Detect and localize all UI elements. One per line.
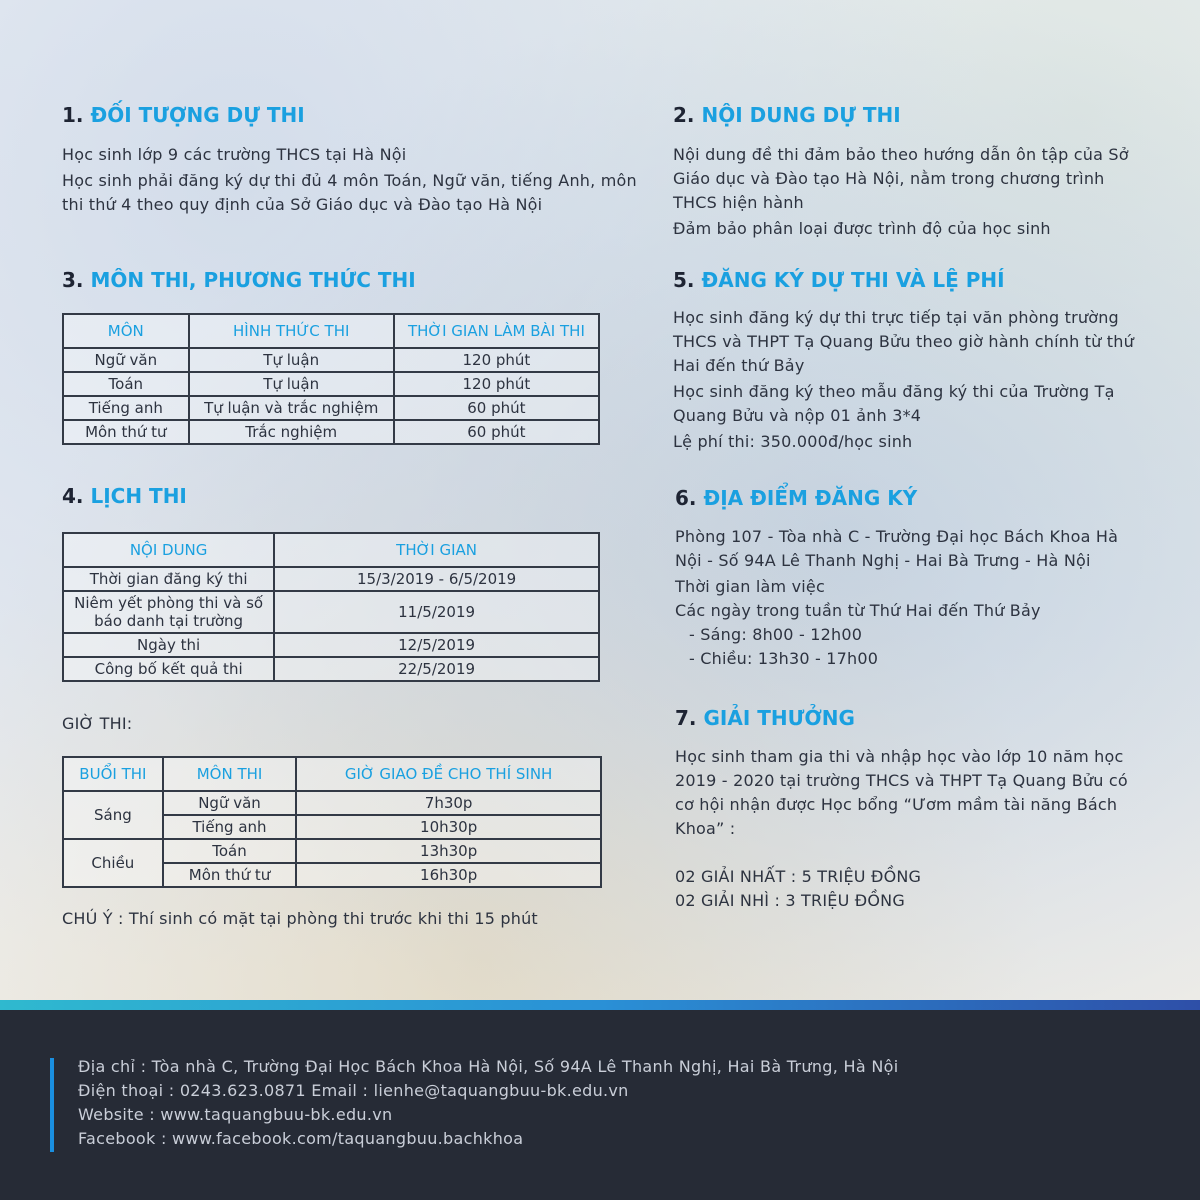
table-row [63,348,599,372]
exam-hours-table [62,756,602,888]
footer-website[interactable]: Website : www.taquangbuu-bk.edu.vn [78,1105,393,1124]
footer-stripe [0,1000,1200,1010]
column-header: BUỔI THI [63,757,163,791]
exam-note: CHÚ Ý : Thí sinh có mặt tại phòng thi trước khi thi 15 phút [62,909,538,928]
table-cell: Tiếng anh [63,396,189,420]
table-cell: 22/5/2019 [274,657,599,681]
gio-thi-label: GIỜ THI: [62,714,133,733]
section-7-heading: 7. GIẢI THƯỞNG [675,706,855,730]
table-row [63,372,599,396]
table-cell: 60 phút [394,420,599,444]
section-6-body [675,525,1150,671]
table-row [63,839,601,863]
paragraph: Nội dung đề thi đảm bảo theo hướng dẫn ôn tập của Sở Giáo dục và Đào tạo Hà Nội, nằm trong chương trình THCS hiện hành [673,145,1129,212]
table-cell: Tự luận [189,348,394,372]
table-cell: Ngữ văn [163,791,297,815]
column-header: HÌNH THỨC THI [189,314,394,348]
table-cell: Công bố kết quả thi [63,657,274,681]
table-cell: Tự luận [189,372,394,396]
table-cell: 13h30p [296,839,601,863]
column-header: NỘI DUNG [63,533,274,567]
section-2-heading: 2. NỘI DUNG DỰ THI [673,103,901,127]
table-cell: 15/3/2019 - 6/5/2019 [274,567,599,591]
paragraph: Phòng 107 - Tòa nhà C - Trường Đại học Bách Khoa Hà Nội - Số 94A Lê Thanh Nghị - Hai Bà Trưng - Hà Nội [675,527,1119,570]
table-cell: Môn thứ tư [163,863,297,887]
table-cell: 120 phút [394,348,599,372]
table-cell: Môn thứ tư [63,420,189,444]
table-row [63,396,599,420]
table-cell: Niêm yết phòng thi và số báo danh tại trường [63,591,274,633]
table-cell: 7h30p [296,791,601,815]
table-cell: Toán [163,839,297,863]
prize-line: 02 GIẢI NHẤT : 5 TRIỆU ĐỒNG [675,867,922,886]
footer-contact [78,1055,898,1151]
table-cell: 16h30p [296,863,601,887]
footer-phone-email[interactable]: Điện thoại : 0243.623.0871 Email : lienhe@taquangbuu-bk.edu.vn [78,1081,629,1100]
footer-facebook[interactable]: Facebook : www.facebook.com/taquangbuu.bachkhoa [78,1129,524,1148]
paragraph: Học sinh đăng ký theo mẫu đăng ký thi của Trường Tạ Quang Bửu và nộp 01 ảnh 3*4 [673,382,1115,425]
paragraph: - Chiều: 13h30 - 17h00 [689,649,879,668]
section-1-body [62,143,637,217]
paragraph: Đảm bảo phân loại được trình độ của học sinh [673,219,1051,238]
paragraph: Lệ phí thi: 350.000đ/học sinh [673,432,913,451]
paragraph: Học sinh lớp 9 các trường THCS tại Hà Nội [62,145,407,164]
section-3-title: MÔN THI, PHƯƠNG THỨC THI [90,268,416,292]
table-cell: 10h30p [296,815,601,839]
table-header-row [63,757,601,791]
table-cell: Ngày thi [63,633,274,657]
paragraph: - Sáng: 8h00 - 12h00 [689,625,863,644]
table-cell: Trắc nghiệm [189,420,394,444]
section-6-heading: 6. ĐỊA ĐIỂM ĐĂNG KÝ [675,486,918,510]
section-5-body [673,306,1143,454]
table-cell: Sáng [63,791,163,839]
table-cell: Chiều [63,839,163,887]
table-row [63,791,601,815]
paragraph: Các ngày trong tuần từ Thứ Hai đến Thứ Bảy [675,601,1041,620]
column-header: GIỜ GIAO ĐỀ CHO THÍ SINH [296,757,601,791]
table-cell: 60 phút [394,396,599,420]
table-header-row [63,314,599,348]
table-row [63,567,599,591]
table-cell: 11/5/2019 [274,591,599,633]
section-5-title: ĐĂNG KÝ DỰ THI VÀ LỆ PHÍ [701,268,1005,292]
table-cell: Tiếng anh [163,815,297,839]
footer [0,1000,1200,1200]
paragraph: Học sinh tham gia thi và nhập học vào lớp 10 năm học 2019 - 2020 tại trường THCS và THPT Tạ Quang Bửu có cơ hội nhận được Học bổng “Ươm mầm tài năng Bách Khoa” : [675,747,1128,838]
footer-accent-bar [50,1058,54,1152]
section-1-heading: 1. ĐỐI TƯỢNG DỰ THI [62,103,305,127]
section-7-title: GIẢI THƯỞNG [703,706,855,730]
paragraph: Học sinh đăng ký dự thi trực tiếp tại văn phòng trường THCS và THPT Tạ Quang Bửu theo giờ hành chính từ thứ Hai đến thứ Bảy [673,308,1134,375]
exam-subjects-table [62,313,600,445]
section-4-heading: 4. LỊCH THI [62,484,187,508]
footer-address: Địa chỉ : Tòa nhà C, Trường Đại Học Bách Khoa Hà Nội, Số 94A Lê Thanh Nghị, Hai Bà Trưng, Hà Nội [78,1057,899,1076]
table-cell: Tự luận và trắc nghiệm [189,396,394,420]
section-2-title: NỘI DUNG DỰ THI [701,103,901,127]
table-row [63,420,599,444]
column-header: MÔN [63,314,189,348]
exam-schedule-table [62,532,600,682]
table-cell: 12/5/2019 [274,633,599,657]
section-1-title: ĐỐI TƯỢNG DỰ THI [90,103,305,127]
column-header: THỜI GIAN LÀM BÀI THI [394,314,599,348]
section-2-body [673,143,1143,241]
table-header-row [63,533,599,567]
table-row [63,591,599,633]
section-6-title: ĐỊA ĐIỂM ĐĂNG KÝ [703,486,918,510]
section-3-heading: 3. MÔN THI, PHƯƠNG THỨC THI [62,268,416,292]
section-5-heading: 5. ĐĂNG KÝ DỰ THI VÀ LỆ PHÍ [673,268,1005,292]
table-cell: Toán [63,372,189,396]
table-cell: Ngữ văn [63,348,189,372]
prize-line: 02 GIẢI NHÌ : 3 TRIỆU ĐỒNG [675,891,905,910]
column-header: THỜI GIAN [274,533,599,567]
section-7-body [675,745,1135,913]
paragraph: Học sinh phải đăng ký dự thi đủ 4 môn Toán, Ngữ văn, tiếng Anh, môn thi thứ 4 theo quy định của Sở Giáo dục và Đào tạo Hà Nội [62,171,637,214]
table-cell: Thời gian đăng ký thi [63,567,274,591]
table-row [63,657,599,681]
table-cell: 120 phút [394,372,599,396]
column-header: MÔN THI [163,757,297,791]
table-row [63,633,599,657]
section-4-title: LỊCH THI [90,484,187,508]
paragraph: Thời gian làm việc [675,577,825,596]
